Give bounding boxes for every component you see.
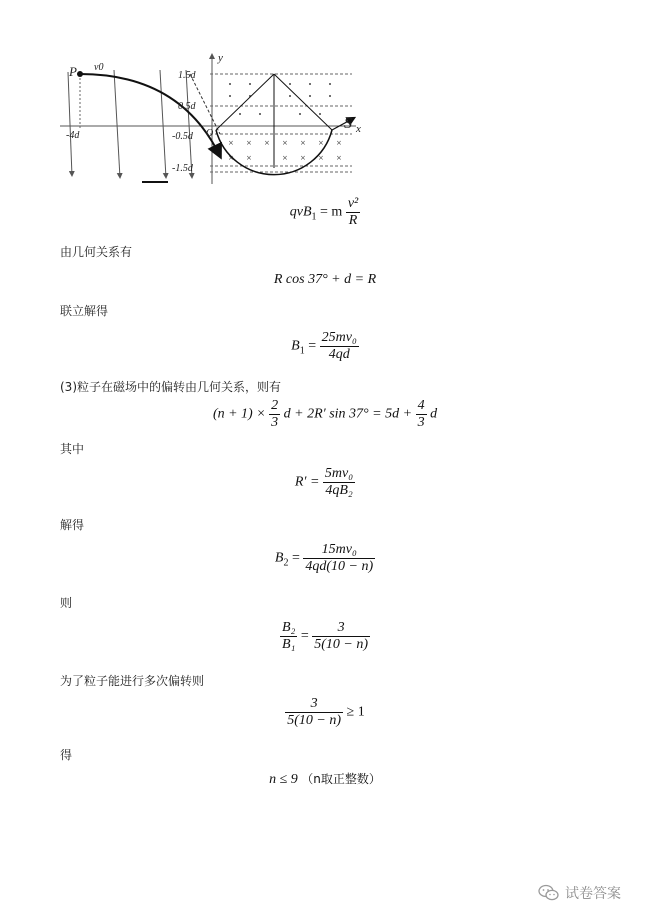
svg-text:×: × [282, 139, 288, 147]
label-neg-1-5d: -1.5d [172, 163, 193, 174]
text-line-8: 得 [60, 748, 73, 762]
equation-1: qvB$_1$ = m $\frac{\text{v²}}{R}$ [289, 196, 359, 228]
text-line-7: 为了粒子能进行多次偏转则 [60, 674, 205, 688]
svg-text:×: × [300, 139, 306, 147]
text-line-5: 解得 [60, 518, 85, 532]
radius-left [216, 74, 274, 130]
svg-text:×: × [282, 154, 288, 162]
label-0-5d: 0.5d [178, 101, 196, 112]
label-v0: v0 [94, 62, 104, 73]
svg-text:×: × [246, 154, 252, 162]
equation-7: $\frac{\text{B₂}}{\text{B₁}}$ = $\frac{3}{5(10 - n)}$ [281, 620, 369, 652]
label-x: x [356, 123, 361, 135]
equation-5: R′ = $\frac{\text{5mv₀}}{\text{4qB₂}}$ [294, 466, 354, 498]
svg-text:×: × [318, 139, 324, 147]
svg-text:×: × [246, 139, 252, 147]
field-line [186, 70, 192, 178]
svg-text:×: × [336, 154, 342, 162]
svg-text:×: × [336, 139, 342, 147]
field-line [160, 70, 166, 178]
equation-3: $B_1$ = $\frac{\text{25mv₀}}{4qd}$ [291, 330, 357, 362]
label-1-5d: 1.5d [178, 70, 196, 81]
label-y: y [218, 52, 223, 64]
label-s: S [344, 115, 352, 132]
svg-text:×: × [264, 139, 270, 147]
watermark [538, 883, 621, 903]
field-dots [229, 83, 331, 115]
svg-text:×: × [228, 139, 234, 147]
equation-9: n ≤ 9 （n取正整数） [269, 772, 381, 787]
text-line-2: 联立解得 [60, 304, 109, 318]
wechat-icon [538, 884, 560, 902]
trajectory-parabola [80, 74, 220, 156]
text-line-1: 由几何关系有 [60, 245, 133, 259]
label-p: P [69, 64, 77, 79]
trajectory-diagram [60, 48, 380, 188]
radius-right [274, 74, 332, 130]
field-line [114, 70, 120, 178]
text-line-6: 则 [60, 596, 73, 610]
svg-text:×: × [228, 154, 234, 162]
field-crosses [228, 139, 342, 162]
equation-6: $B_2$ = $\frac{\text{15mv₀}}{4qd(10 - n)}$ [274, 542, 374, 574]
field-line [68, 72, 72, 176]
label-neg-4d: -4d [66, 130, 80, 141]
text-line-3: (3)粒子在磁场中的偏转由几何关系，则有 [60, 380, 281, 394]
text-line-4: 其中 [60, 442, 85, 456]
point-p [77, 71, 83, 77]
equation-2: R cos 37° + d = R [273, 272, 377, 287]
equation-4: (n + 1) × $\frac{2}{3}$ d + 2R′ sin 37° = 5d + $\frac{4}{3}$ d [212, 398, 438, 430]
svg-text:×: × [318, 154, 324, 162]
svg-text:×: × [300, 154, 306, 162]
watermark-text: 试卷答案 [565, 886, 621, 902]
label-o: O [206, 128, 214, 139]
label-neg-0-5d: -0.5d [172, 131, 193, 142]
equation-8: $\frac{3}{5(10 - n)}$ ≥ 1 [287, 696, 365, 728]
